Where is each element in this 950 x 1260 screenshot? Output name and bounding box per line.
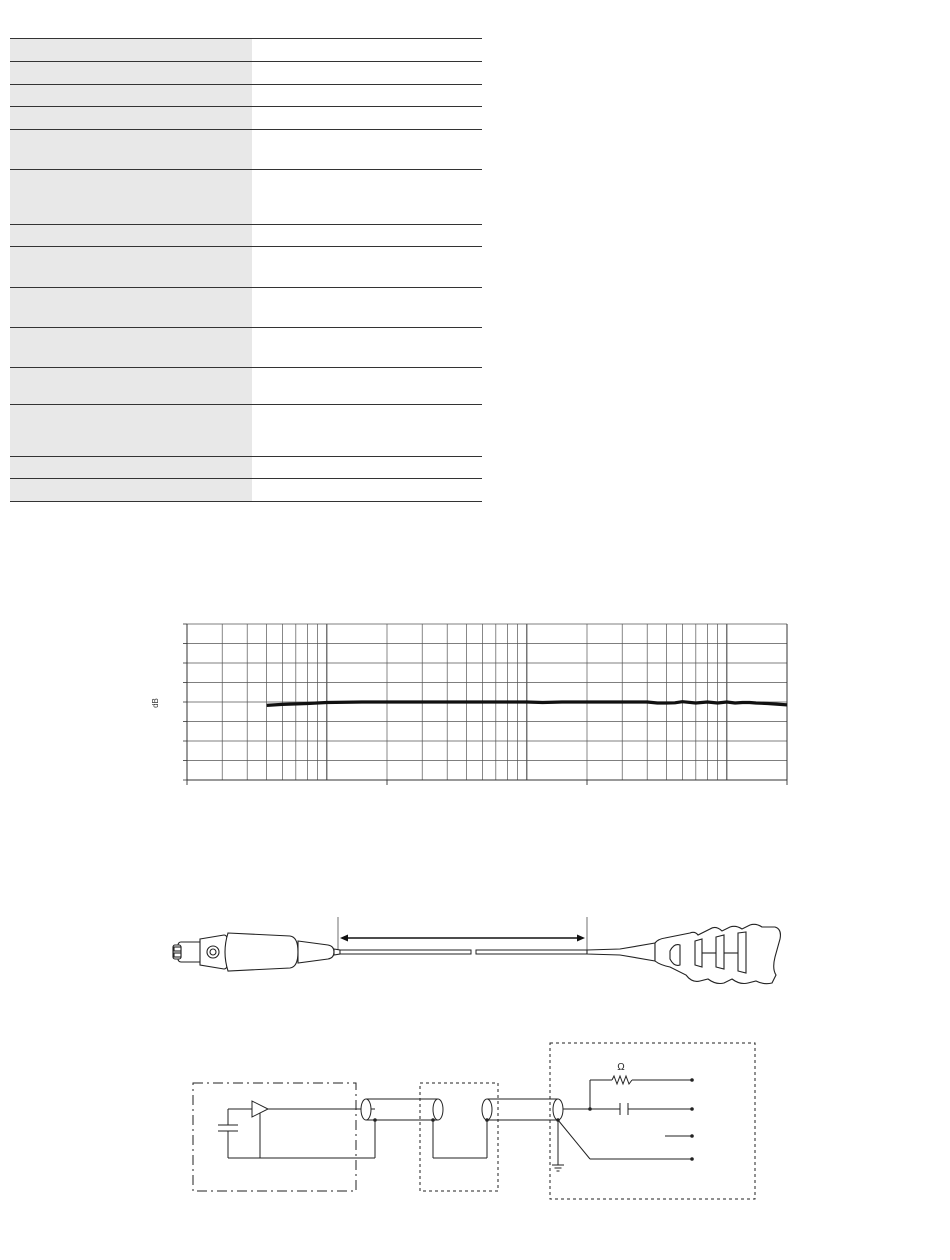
spec-value: [256, 288, 482, 327]
spec-value: [256, 85, 482, 106]
terminal-2: [690, 1107, 694, 1111]
wiring-schematic: [180, 1035, 780, 1210]
chart-y-axis-label: dB: [151, 698, 160, 708]
spec-label: [10, 62, 252, 84]
spec-row: [10, 456, 482, 478]
spec-value: [256, 247, 482, 287]
spec-row: [10, 169, 482, 224]
spec-label: [10, 130, 252, 169]
spec-label: [10, 225, 252, 246]
spec-row: [10, 84, 482, 106]
resistor-icon: [612, 1076, 632, 1084]
spec-value: [256, 130, 482, 169]
spec-row: [10, 38, 482, 61]
spec-label: [10, 405, 252, 456]
capacitor-icon: [218, 1109, 252, 1158]
spec-value: [256, 405, 482, 456]
spec-value: [256, 328, 482, 367]
cable-assembly-drawing: [150, 905, 800, 1000]
spec-label: [10, 328, 252, 367]
arrow-right-icon: [577, 935, 585, 942]
cable-segment-2: [482, 1099, 563, 1120]
ground-icon: [552, 1165, 564, 1171]
spec-row: [10, 404, 482, 456]
spec-label: [10, 39, 252, 61]
spec-value: [256, 62, 482, 84]
spec-row: [10, 287, 482, 327]
microphone-circuit-box: [193, 1083, 356, 1191]
mini-xlr-connector: [173, 933, 340, 971]
spec-row: [10, 129, 482, 169]
frequency-response-chart: [0, 600, 950, 800]
cable-length-dimension: [338, 917, 587, 953]
spec-row: [10, 367, 482, 404]
spec-label: [10, 247, 252, 287]
terminal-3: [690, 1134, 694, 1138]
spec-value: [256, 107, 482, 129]
spec-label: [10, 170, 252, 224]
spec-value: [256, 368, 482, 404]
spec-value: [256, 225, 482, 246]
spec-row: [10, 106, 482, 129]
terminal-1: [690, 1078, 694, 1082]
spec-value: [256, 457, 482, 478]
spec-label: [10, 368, 252, 404]
spec-label: [10, 479, 252, 501]
spec-row: [10, 246, 482, 287]
arrow-left-icon: [340, 935, 348, 942]
spec-row: [10, 61, 482, 84]
spec-label: [10, 85, 252, 106]
capacitor-icon: [620, 1103, 628, 1115]
spec-value: [256, 479, 482, 501]
spec-label: [10, 457, 252, 478]
spec-value: [256, 39, 482, 61]
cable: [340, 950, 587, 954]
spec-row: [10, 327, 482, 367]
spec-value: [256, 170, 482, 224]
spec-table-bottom-rule: [10, 501, 482, 502]
microphone-capsule: [587, 924, 780, 983]
terminal-4: [690, 1157, 694, 1161]
resistor-label: Ω: [617, 1062, 625, 1073]
spec-label: [10, 288, 252, 327]
adapter-box: [550, 1043, 755, 1199]
spec-row: [10, 478, 482, 501]
spec-label: [10, 107, 252, 129]
spec-row: [10, 224, 482, 246]
